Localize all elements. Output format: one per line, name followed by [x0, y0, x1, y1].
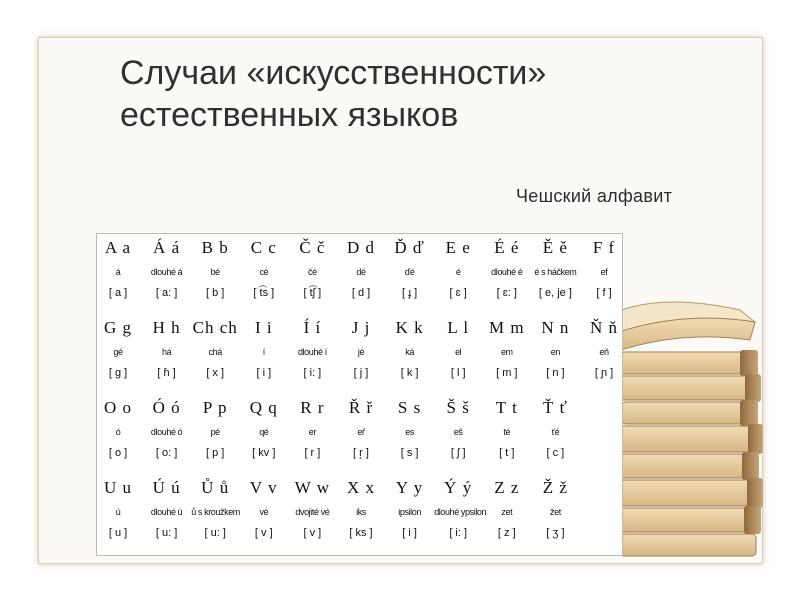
alphabet-ipa: [ ɛ ] — [449, 287, 467, 299]
alphabet-letter: Ó ó — [152, 398, 181, 417]
alphabet-ipa: [ b ] — [206, 287, 225, 299]
alphabet-letter-name: ká — [405, 347, 414, 357]
alphabet-letter-name: eň — [599, 347, 609, 357]
alphabet-cell — [386, 397, 434, 461]
alphabet-ipa: [ ʒ ] — [546, 527, 565, 539]
alphabet-ipa: [ n ] — [546, 367, 565, 379]
alphabet-cell — [386, 477, 434, 541]
alphabet-letter: Ď ď — [394, 238, 425, 257]
alphabet-ipa: [ s ] — [400, 447, 419, 459]
alphabet-cell — [288, 477, 336, 541]
alphabet-cell — [531, 397, 579, 461]
alphabet-letter: I i — [254, 318, 273, 337]
alphabet-cell — [483, 477, 531, 541]
alphabet-letter-name: dé — [356, 267, 366, 277]
alphabet-letter-name: es — [405, 427, 414, 437]
alphabet-letter: E e — [445, 238, 471, 257]
alphabet-letter: Í í — [303, 318, 322, 337]
alphabet-ipa: [ t ] — [499, 447, 515, 459]
alphabet-letter: Ů ů — [201, 478, 230, 497]
alphabet-ipa: [ o ] — [108, 447, 128, 459]
alphabet-ipa: [ p ] — [206, 447, 225, 459]
alphabet-letter: Á á — [153, 238, 181, 257]
alphabet-letter-name: jé — [357, 347, 365, 357]
alphabet-cell — [434, 317, 482, 381]
alphabet-letter-name: dlouhé é — [491, 267, 523, 277]
alphabet-letter: Z z — [494, 478, 520, 497]
alphabet-letter-name: dlouhé á — [150, 267, 183, 277]
alphabet-letter: Ú ú — [152, 478, 181, 497]
alphabet-letter: K k — [395, 318, 424, 337]
alphabet-letter-name: bé — [210, 267, 220, 277]
alphabet-letter-name: gé — [113, 347, 123, 357]
alphabet-letter: G g — [103, 318, 133, 337]
alphabet-ipa: [ v ] — [303, 527, 322, 539]
alphabet-letter: A a — [104, 238, 132, 257]
alphabet-cell — [240, 397, 288, 461]
alphabet-letter: Ě ě — [542, 238, 568, 257]
alphabet-letter: Š š — [446, 398, 470, 417]
alphabet-cell — [580, 237, 623, 301]
alphabet-cell — [96, 237, 142, 301]
alphabet-ipa: [ i: ] — [303, 367, 322, 379]
alphabet-ipa: [ d ] — [351, 287, 371, 299]
alphabet-letter: N n — [541, 318, 570, 337]
alphabet-letter: O o — [103, 398, 133, 417]
alphabet-cell — [337, 237, 385, 301]
alphabet-letter-name: chá — [208, 347, 222, 357]
alphabet-ipa: [ v ] — [254, 527, 273, 539]
alphabet-letter-name: qé — [259, 427, 269, 437]
alphabet-ipa: [ i ] — [256, 367, 272, 379]
alphabet-letter: U u — [103, 478, 133, 497]
alphabet-cell — [191, 317, 239, 381]
alphabet-ipa: [ kv ] — [252, 447, 276, 459]
alphabet-cell — [386, 317, 434, 381]
alphabet-letter: V v — [249, 478, 278, 497]
alphabet-ipa: [ x ] — [206, 367, 225, 379]
alphabet-letter-name: dlouhé ypsilon — [434, 507, 487, 517]
alphabet-ipa: [ ʃ ] — [450, 447, 466, 459]
alphabet-letter: B b — [201, 238, 229, 257]
alphabet-cell — [240, 477, 288, 541]
alphabet-cell — [96, 317, 142, 381]
alphabet-letter: T t — [495, 398, 518, 417]
czech-alphabet-table — [96, 233, 623, 556]
alphabet-cell — [483, 237, 531, 301]
alphabet-letter-name: té — [503, 427, 511, 437]
alphabet-letter-name: é — [455, 267, 461, 277]
alphabet-cell — [96, 397, 142, 461]
alphabet-letter-name: dvojité vé — [295, 507, 330, 517]
alphabet-ipa: [ ks ] — [349, 527, 373, 539]
alphabet-ipa: [ k ] — [400, 367, 419, 379]
alphabet-ipa: [ u: ] — [204, 527, 226, 539]
alphabet-letter-name: em — [500, 347, 513, 357]
alphabet-letter-name: há — [161, 347, 172, 357]
alphabet-cell — [191, 397, 239, 461]
alphabet-cell — [143, 397, 191, 461]
alphabet-letter: R r — [300, 398, 325, 417]
alphabet-letter: Ť ť — [542, 398, 568, 417]
alphabet-ipa: [ l ] — [450, 367, 466, 379]
slide-subtitle: Чешский алфавит — [516, 186, 673, 206]
alphabet-ipa: [ c ] — [546, 447, 565, 459]
alphabet-ipa: [ j ] — [353, 367, 369, 379]
alphabet-cell — [531, 477, 579, 541]
alphabet-cell — [531, 317, 579, 381]
alphabet-cell — [240, 317, 288, 381]
alphabet-ipa: [ a ] — [108, 287, 128, 299]
alphabet-letter-name: el — [455, 347, 462, 357]
alphabet-cell — [240, 237, 288, 301]
alphabet-letter-name: čé — [308, 267, 317, 277]
alphabet-letter-name: é s háčkem — [534, 267, 577, 277]
alphabet-letter: W w — [294, 478, 331, 497]
alphabet-letter: P p — [202, 398, 228, 417]
alphabet-ipa: [ f ] — [596, 287, 612, 299]
alphabet-letter: S s — [397, 398, 422, 417]
alphabet-letter: D d — [346, 238, 376, 257]
alphabet-cell — [483, 397, 531, 461]
alphabet-cell — [337, 317, 385, 381]
alphabet-ipa: [ a: ] — [155, 287, 178, 299]
alphabet-cell — [288, 397, 336, 461]
alphabet-letter-name: dlouhé ú — [150, 507, 183, 517]
alphabet-ipa: [ ɛ: ] — [496, 287, 517, 299]
alphabet-letter: X x — [346, 478, 376, 497]
alphabet-letter-name: eš — [453, 427, 463, 437]
alphabet-letter: L l — [447, 318, 470, 337]
alphabet-letter-name: dlouhé ó — [150, 427, 183, 437]
alphabet-cell — [96, 477, 142, 541]
alphabet-letter-name: er — [308, 427, 316, 437]
alphabet-ipa: [ g ] — [108, 367, 128, 379]
alphabet-letter-name: á — [115, 267, 121, 277]
alphabet-cell — [386, 237, 434, 301]
alphabet-letter: Ň ň — [589, 318, 619, 337]
alphabet-letter-name: ťé — [551, 427, 560, 437]
alphabet-letter-name: ipsilon — [398, 507, 421, 517]
alphabet-cell — [483, 317, 531, 381]
alphabet-ipa: [ m ] — [496, 367, 518, 379]
alphabet-cell — [434, 237, 482, 301]
alphabet-letter-name: ó — [115, 427, 121, 437]
alphabet-letter-name: ú — [115, 507, 121, 517]
alphabet-ipa: [ i: ] — [449, 527, 468, 539]
alphabet-cell — [337, 477, 385, 541]
alphabet-letter-name: dlouhé í — [297, 347, 327, 357]
alphabet-ipa: [ ɟ ] — [401, 287, 418, 299]
alphabet-letter-name: iks — [356, 507, 366, 517]
alphabet-letter: M m — [489, 318, 525, 337]
alphabet-letter-name: en — [550, 347, 560, 357]
alphabet-letter-name: pé — [210, 427, 220, 437]
alphabet-cell — [288, 317, 336, 381]
alphabet-letter: Č č — [299, 238, 326, 257]
alphabet-letter-name: žet — [549, 507, 561, 517]
alphabet-letter: J j — [351, 318, 371, 337]
alphabet-cell — [143, 237, 191, 301]
alphabet-ipa: [ t͡ʃ ] — [303, 287, 322, 299]
alphabet-letter: F f — [592, 238, 616, 257]
alphabet-letter: H h — [152, 318, 181, 337]
alphabet-letter-name: vé — [259, 507, 269, 517]
alphabet-ipa: [ o: ] — [155, 447, 178, 459]
alphabet-cell — [143, 477, 191, 541]
alphabet-ipa: [ u ] — [108, 527, 128, 539]
alphabet-letter-name: ďé — [404, 267, 415, 277]
alphabet-ipa: [ z ] — [497, 527, 516, 539]
alphabet-letter-name: cé — [259, 267, 269, 277]
alphabet-cell — [434, 397, 482, 461]
alphabet-letter: Ž ž — [542, 478, 568, 497]
alphabet-cell — [191, 237, 239, 301]
slide-title: Случаи «искусственности» естественных языков — [120, 54, 547, 134]
alphabet-ipa: [ t͡s ] — [253, 287, 275, 299]
alphabet-ipa: [ u: ] — [155, 527, 178, 539]
alphabet-letter: Ř ř — [348, 398, 374, 417]
alphabet-ipa: [ i ] — [402, 527, 417, 539]
alphabet-cell — [143, 317, 191, 381]
alphabet-letter: É é — [494, 238, 520, 257]
alphabet-cell — [337, 397, 385, 461]
alphabet-letter-name: ů s kroužkem — [191, 507, 240, 517]
alphabet-letter: Ch ch — [192, 318, 238, 337]
alphabet-cell — [580, 317, 623, 381]
alphabet-letter-name: zet — [501, 507, 513, 517]
alphabet-ipa: [ r ] — [304, 447, 321, 459]
alphabet-letter-name: í — [262, 347, 265, 357]
alphabet-letter-name: ef — [600, 267, 608, 277]
alphabet-letter: C c — [250, 238, 277, 257]
alphabet-cell — [191, 477, 239, 541]
alphabet-ipa: [ r̝ ] — [353, 447, 369, 459]
alphabet-ipa: [ ɲ ] — [594, 367, 614, 379]
alphabet-cell — [434, 477, 487, 541]
alphabet-ipa: [ e, je ] — [538, 287, 572, 299]
alphabet-letter: Y y — [395, 478, 424, 497]
alphabet-letter: Ý ý — [444, 478, 473, 497]
alphabet-letter-name: eř — [357, 427, 365, 437]
alphabet-cell — [288, 237, 336, 301]
alphabet-cell — [531, 237, 579, 301]
alphabet-letter: Q q — [249, 398, 278, 417]
alphabet-ipa: [ ɦ ] — [157, 367, 176, 379]
